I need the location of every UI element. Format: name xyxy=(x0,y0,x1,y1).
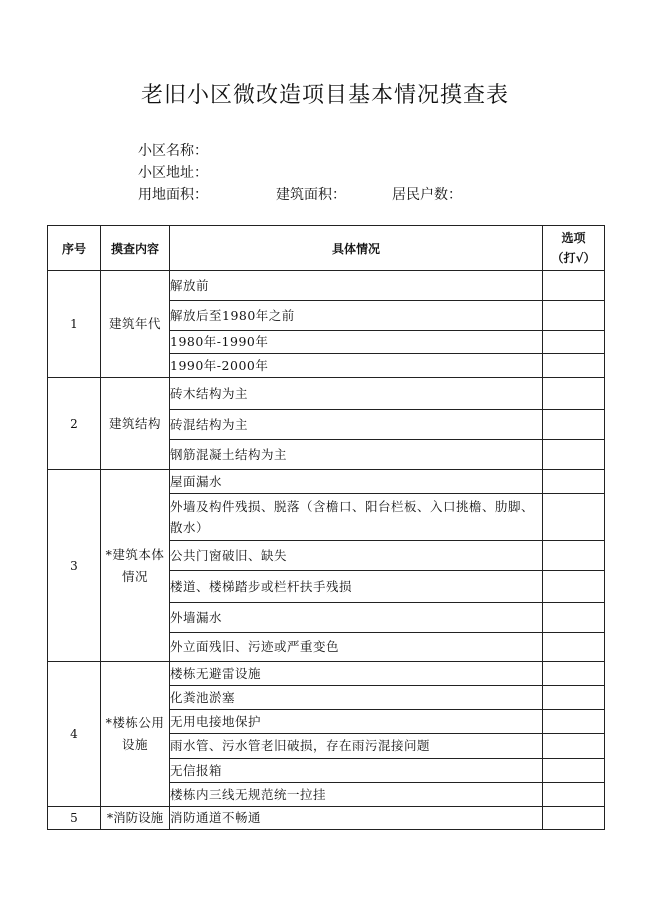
detail-cell: 楼栋无避雷设施 xyxy=(170,662,543,686)
table-row xyxy=(48,662,605,686)
table-row xyxy=(48,271,605,301)
survey-table xyxy=(47,225,605,830)
check-cell[interactable] xyxy=(543,710,605,734)
community-name-label: 小区名称： xyxy=(138,143,208,159)
header-detail: 具体情况 xyxy=(170,226,543,271)
table-row xyxy=(48,470,605,494)
table-row xyxy=(48,807,605,830)
detail-cell: 外墙漏水 xyxy=(170,603,543,633)
detail-cell: 1980年-1990年 xyxy=(170,331,543,354)
detail-cell: 1990年-2000年 xyxy=(170,354,543,378)
area-info-row xyxy=(138,185,462,205)
check-cell[interactable] xyxy=(543,686,605,710)
check-cell[interactable] xyxy=(543,734,605,759)
detail-cell: 砖混结构为主 xyxy=(170,410,543,440)
building-area-label: 建筑面积： xyxy=(276,187,346,203)
check-cell[interactable] xyxy=(543,662,605,686)
category-cell: *楼栋公用设施 xyxy=(101,662,170,807)
check-cell[interactable] xyxy=(543,541,605,571)
detail-cell: 解放前 xyxy=(170,271,543,301)
detail-cell: 解放后至1980年之前 xyxy=(170,301,543,331)
check-cell[interactable] xyxy=(543,440,605,470)
table-row xyxy=(48,378,605,410)
category-cell: *建筑本体情况 xyxy=(101,470,170,662)
category-cell: 建筑结构 xyxy=(101,378,170,470)
header-option-line2: （打√） xyxy=(551,251,596,265)
category-cell: *消防设施 xyxy=(101,807,170,830)
detail-cell: 无信报箱 xyxy=(170,759,543,783)
header-option-line1: 选项 xyxy=(561,231,586,245)
detail-cell: 公共门窗破旧、缺失 xyxy=(170,541,543,571)
check-cell[interactable] xyxy=(543,783,605,807)
table-header-row xyxy=(48,226,605,271)
detail-cell: 外墙及构件残损、脱落（含檐口、阳台栏板、入口挑檐、肋脚、散水） xyxy=(170,494,543,541)
check-cell[interactable] xyxy=(543,331,605,354)
detail-cell: 雨水管、污水管老旧破损，存在雨污混接问题 xyxy=(170,734,543,759)
check-cell[interactable] xyxy=(543,807,605,830)
seq-cell: 2 xyxy=(48,378,101,470)
header-option xyxy=(543,226,605,271)
check-cell[interactable] xyxy=(543,603,605,633)
check-cell[interactable] xyxy=(543,354,605,378)
seq-cell: 5 xyxy=(48,807,101,830)
detail-cell: 化粪池淤塞 xyxy=(170,686,543,710)
check-cell[interactable] xyxy=(543,494,605,541)
land-area-label: 用地面积： xyxy=(138,187,208,203)
header-seq: 序号 xyxy=(48,226,101,271)
detail-cell: 屋面漏水 xyxy=(170,470,543,494)
community-address-label: 小区地址： xyxy=(138,165,208,181)
check-cell[interactable] xyxy=(543,633,605,662)
detail-cell: 楼道、楼梯踏步或栏杆扶手残损 xyxy=(170,571,543,603)
seq-cell: 1 xyxy=(48,271,101,378)
check-cell[interactable] xyxy=(543,378,605,410)
detail-cell: 楼栋内三线无规范统一拉挂 xyxy=(170,783,543,807)
seq-cell: 3 xyxy=(48,470,101,662)
detail-cell: 消防通道不畅通 xyxy=(170,807,543,830)
detail-cell: 无用电接地保护 xyxy=(170,710,543,734)
check-cell[interactable] xyxy=(543,410,605,440)
households-label: 居民户数： xyxy=(392,187,462,203)
check-cell[interactable] xyxy=(543,271,605,301)
check-cell[interactable] xyxy=(543,470,605,494)
seq-cell: 4 xyxy=(48,662,101,807)
page-title: 老旧小区微改造项目基本情况摸查表 xyxy=(140,83,509,108)
check-cell[interactable] xyxy=(543,301,605,331)
check-cell[interactable] xyxy=(543,571,605,603)
category-cell: 建筑年代 xyxy=(101,271,170,378)
detail-cell: 钢筋混凝土结构为主 xyxy=(170,440,543,470)
detail-cell: 外立面残旧、污迹或严重变色 xyxy=(170,633,543,662)
check-cell[interactable] xyxy=(543,759,605,783)
header-item: 摸查内容 xyxy=(101,226,170,271)
detail-cell: 砖木结构为主 xyxy=(170,378,543,410)
